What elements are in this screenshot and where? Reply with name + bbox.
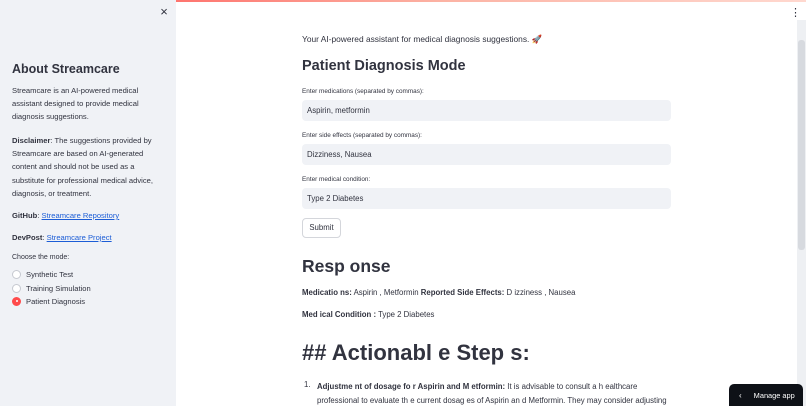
step-body: It is advisable to consult a h ealthcare professional to evaluate th e current dosag es of Aspirin an d Metformin. They may consider adjusting bbox=[317, 382, 667, 405]
mode-option-patient-diagnosis[interactable] bbox=[12, 295, 85, 307]
about-text: Streamcare is an AI-powered medical assistant designed to provide medical diagnosis suggestions. bbox=[12, 86, 139, 122]
response-heading: Resp onse bbox=[302, 256, 391, 276]
side-effects-label: Enter side effects (separated by commas): bbox=[302, 132, 422, 139]
devpost-line: DevPost: Streamcare Project bbox=[12, 233, 112, 242]
response-medications-line bbox=[302, 288, 575, 297]
disclaimer-label: Disclaimer bbox=[12, 136, 51, 145]
radio-selected-icon[interactable] bbox=[12, 297, 21, 306]
medications-input[interactable]: Aspirin, metformin bbox=[302, 100, 671, 121]
devpost-label: DevPost bbox=[12, 233, 43, 242]
sidebar bbox=[0, 0, 176, 406]
medications-key: Medicatio ns: bbox=[302, 288, 352, 297]
submit-button[interactable]: Submit bbox=[302, 218, 341, 238]
mode-option-label: Training Simulation bbox=[26, 283, 91, 293]
condition-label: Enter medical condition: bbox=[302, 176, 371, 183]
condition-key: Med ical Condition : bbox=[302, 310, 377, 319]
sidebar-title: About Streamcare bbox=[12, 62, 120, 76]
side-effects-value: D izziness , Nausea bbox=[504, 288, 576, 297]
condition-value: Type 2 Diabetes bbox=[376, 310, 435, 319]
step-title: Adjustme nt of dosage fo r Aspirin and M etformin: bbox=[317, 382, 506, 391]
mode-label: Choose the mode: bbox=[12, 254, 70, 261]
main-menu-icon[interactable]: ⋮ bbox=[790, 7, 801, 19]
chevron-left-icon: ‹ bbox=[739, 390, 742, 400]
medications-value: Aspirin , Metformin bbox=[351, 288, 421, 297]
response-condition-line bbox=[302, 310, 434, 319]
manage-app-label: Manage app bbox=[753, 390, 795, 400]
radio-icon[interactable] bbox=[12, 284, 21, 293]
github-line: GitHub: Streamcare Repository bbox=[12, 211, 120, 220]
mode-heading: Patient Diagnosis Mode bbox=[302, 58, 466, 74]
close-sidebar-icon[interactable]: × bbox=[160, 4, 168, 19]
tagline: Your AI-powered assistant for medical diagnosis suggestions. 🚀 bbox=[302, 34, 543, 44]
step-number: 1. bbox=[304, 380, 311, 389]
mode-option-label: Synthetic Test bbox=[26, 269, 74, 279]
manage-app-button[interactable] bbox=[729, 384, 803, 406]
mode-option-label: Patient Diagnosis bbox=[26, 296, 86, 306]
disclaimer-text bbox=[12, 134, 168, 200]
mode-option-synthetic-test[interactable] bbox=[12, 268, 73, 280]
scrollbar-thumb[interactable] bbox=[798, 40, 805, 250]
step-item bbox=[317, 380, 677, 406]
devpost-link[interactable]: Streamcare Project bbox=[46, 233, 112, 242]
github-label: GitHub bbox=[12, 211, 38, 220]
side-effects-key: Reported Side Effects: bbox=[420, 288, 505, 297]
disclaimer-body: : The suggestions provided by Streamcare are based on AI-generated content and should not be used as a substitute for professional medical advice, diagnosis, or treatment. bbox=[12, 136, 153, 198]
mode-option-training-simulation[interactable] bbox=[12, 282, 91, 294]
github-link[interactable]: Streamcare Repository bbox=[41, 211, 120, 220]
condition-input[interactable]: Type 2 Diabetes bbox=[302, 188, 671, 209]
medications-label: Enter medications (separated by commas): bbox=[302, 88, 424, 95]
actionable-steps-heading: ## Actionabl e Step s: bbox=[302, 340, 530, 365]
cut-off-heading-fragment bbox=[560, 10, 578, 18]
side-effects-input[interactable]: Dizziness, Nausea bbox=[302, 144, 671, 165]
radio-icon[interactable] bbox=[12, 270, 21, 279]
